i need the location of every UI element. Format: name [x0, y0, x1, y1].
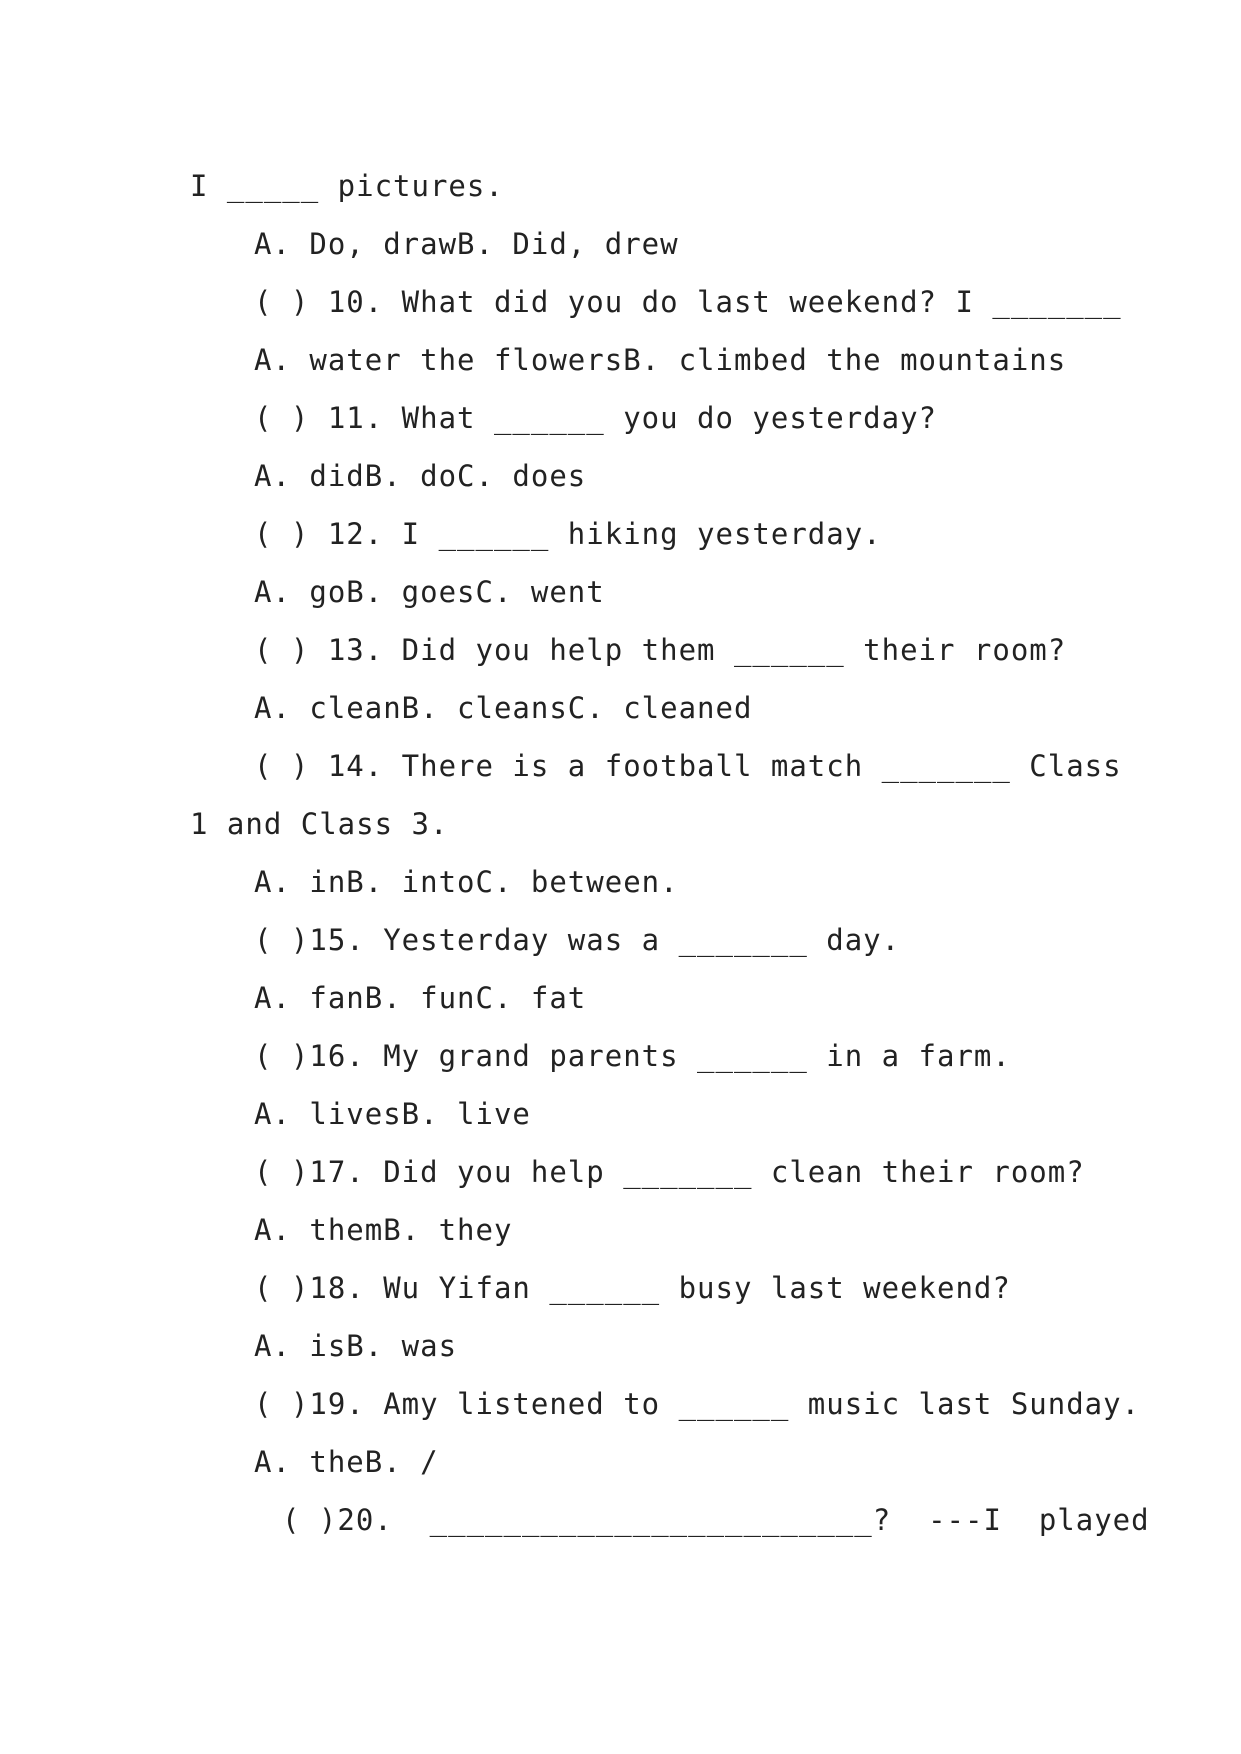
question-14-continuation: 1 and Class 3. — [190, 807, 449, 841]
question-14: ( ) 14. There is a football match _______ Class — [254, 749, 1122, 783]
answer-options-9: A. Do, drawB. Did, drew — [254, 227, 679, 261]
question-10: ( ) 10. What did you do last weekend? I _______ — [254, 285, 1122, 319]
answer-options-13: A. cleanB. cleansC. cleaned — [254, 691, 753, 725]
question-19: ( )19. Amy listened to ______ music last Sunday. — [254, 1387, 1141, 1421]
answer-options-17: A. themB. they — [254, 1213, 513, 1247]
answer-options-15: A. fanB. funC. fat — [254, 981, 587, 1015]
answer-options-12: A. goB. goesC. went — [254, 575, 605, 609]
question-20: ( )20. ________________________? ---I played — [282, 1503, 1150, 1537]
question-16: ( )16. My grand parents ______ in a farm. — [254, 1039, 1011, 1073]
text-line-continuation: I _____ pictures. — [190, 169, 504, 203]
answer-options-10: A. water the flowersB. climbed the mountains — [254, 343, 1067, 377]
question-11: ( ) 11. What ______ you do yesterday? — [254, 401, 938, 435]
question-17: ( )17. Did you help _______ clean their room? — [254, 1155, 1085, 1189]
answer-options-14: A. inB. intoC. between. — [254, 865, 679, 899]
question-12: ( ) 12. I ______ hiking yesterday. — [254, 517, 882, 551]
answer-options-18: A. isB. was — [254, 1329, 458, 1363]
question-13: ( ) 13. Did you help them ______ their room? — [254, 633, 1067, 667]
answer-options-16: A. livesB. live — [254, 1097, 531, 1131]
question-15: ( )15. Yesterday was a _______ day. — [254, 923, 901, 957]
exercise-content — [190, 0, 1150, 1754]
answer-options-11: A. didB. doC. does — [254, 459, 587, 493]
question-18: ( )18. Wu Yifan ______ busy last weekend? — [254, 1271, 1011, 1305]
answer-options-19: A. theB. / — [254, 1445, 439, 1479]
